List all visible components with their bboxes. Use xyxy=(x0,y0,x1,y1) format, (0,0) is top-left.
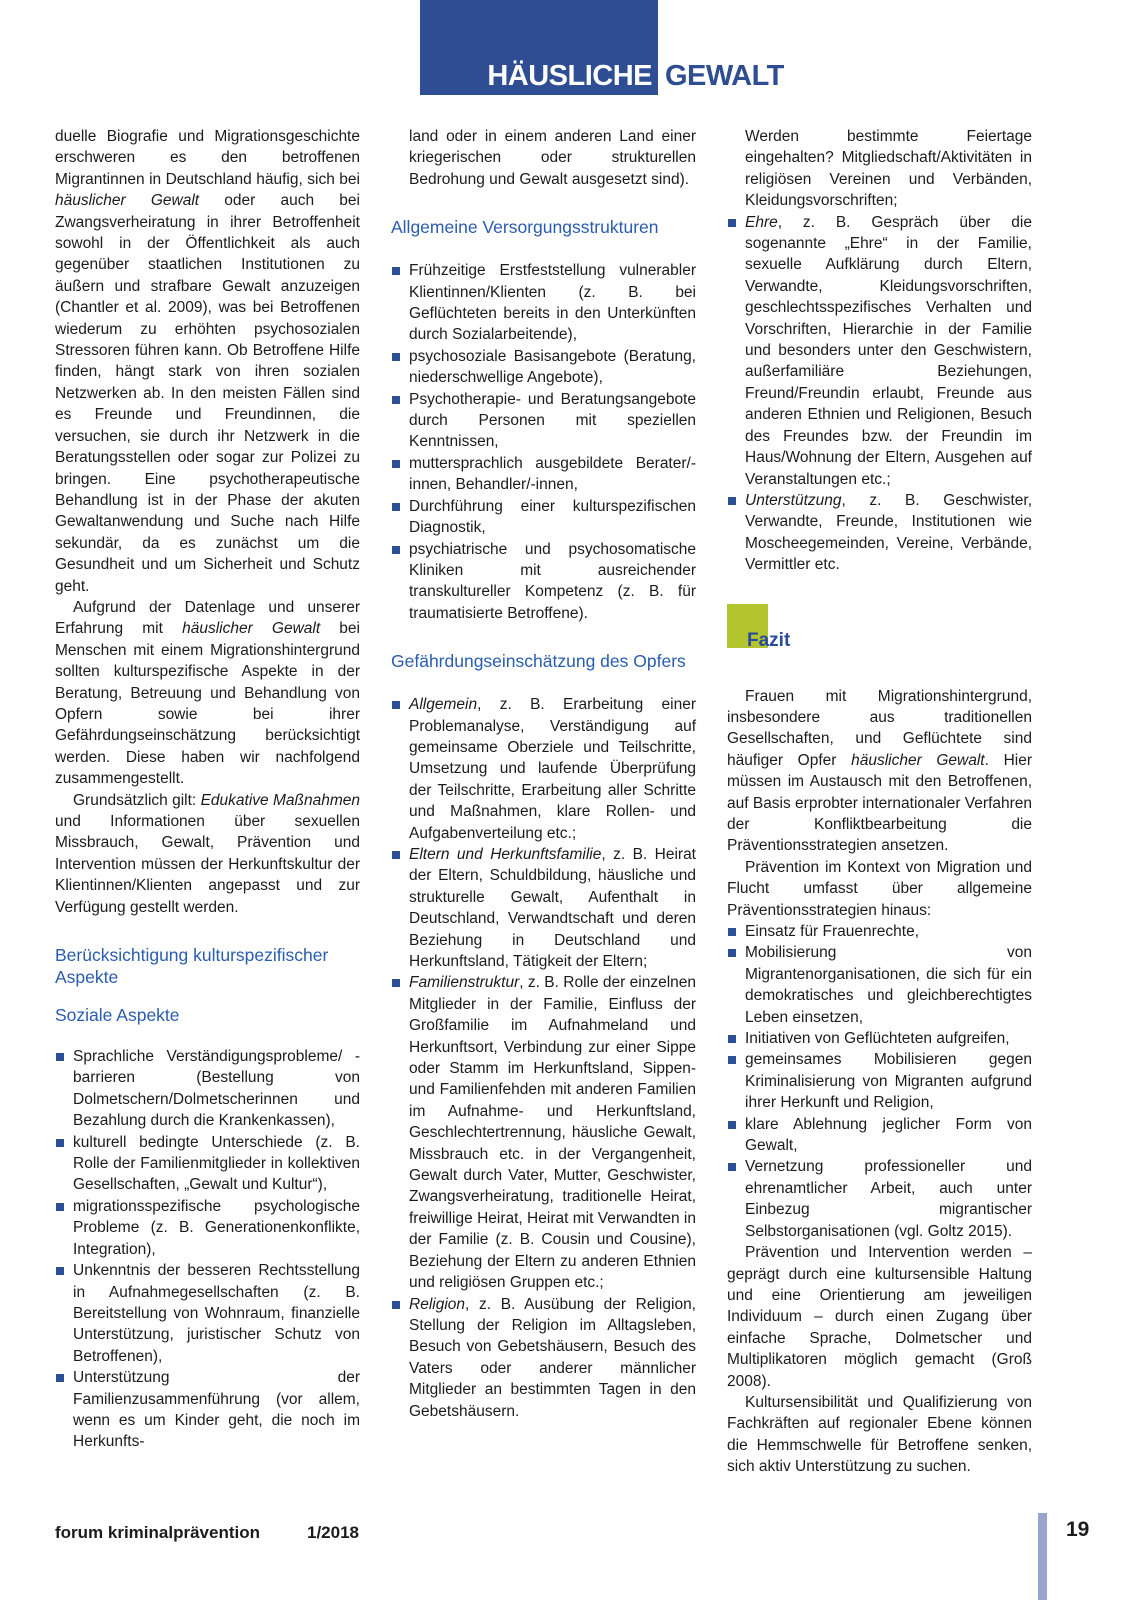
bullet-item xyxy=(727,1049,1032,1113)
bullet-item xyxy=(391,260,696,346)
paragraph xyxy=(55,597,360,790)
bullet-item xyxy=(55,1260,360,1367)
text-segment: Frauen mit Migrationshintergrund, insbesondere aus traditionellen Gesellschaften, und Geflüchtete sind häufiger Opfer xyxy=(727,687,1032,769)
section-heading: Gefährdungseinschätzung des Opfers xyxy=(391,651,686,672)
text-segment: muttersprachlich ausgebildete Berater/-innen, Behandler/-innen, xyxy=(409,454,696,494)
text-column-2 xyxy=(391,126,696,1478)
text-segment: . Hier müssen im Austausch mit den Betroffenen, auf Basis erprobter internationaler Verfahren der Konfliktbearbeitung die Präventionsstrategien ansetzen. xyxy=(727,751,1033,855)
paragraph xyxy=(727,857,1032,921)
bullet-list xyxy=(727,921,1032,1242)
paragraph xyxy=(727,686,1032,857)
section-heading: Soziale Aspekte xyxy=(55,1005,180,1026)
masthead xyxy=(420,0,784,95)
text-segment: Prävention und Intervention werden – geprägt durch eine kultursensible Haltung und eine Orientierung am jeweiligen Individuum – durch einen Zugang über einfache Sprache, Dolmetscher und Multiplikatoren möglich gemacht (Groß 2008). xyxy=(727,1244,1032,1390)
section-heading: Berücksichtigung kulturspezifischer Aspekte xyxy=(55,945,329,988)
emphasized-text: Eltern und Herkunftsfamilie xyxy=(409,845,602,863)
bullet-item xyxy=(391,694,696,844)
section-heading: Allgemeine Versorgungsstrukturen xyxy=(391,217,659,238)
fazit-label: Fazit xyxy=(747,629,791,651)
page-number-bar xyxy=(1038,1513,1047,1600)
text-segment: , z. B. Heirat der Eltern, Schuldbildung, häusliche und strukturelle Gewalt, Aufenthalt in Deutschland, Verwandtschaft und deren Beziehung in Deutschland und Herkunftsland, Tätigkeit der Eltern; xyxy=(409,845,696,970)
emphasized-text: häuslicher Gewalt xyxy=(182,620,321,638)
text-segment: , z. B. Ausübung der Religion, Stellung der Religion im Alltagsleben, Besuch von Gebetshäusern, Besuch des Vaters oder anderer männlicher Mitglieder an bestimmten Tagen in den Gebetshäusern. xyxy=(409,1295,696,1420)
journal-name: forum kriminalprävention xyxy=(55,1523,260,1542)
text-segment: Prävention im Kontext von Migration und Flucht umfasst über allgemeine Präventionsstrategien hinaus: xyxy=(727,858,1032,919)
bullet-item xyxy=(55,1046,360,1132)
issue-number: 1/2018 xyxy=(307,1523,359,1542)
text-segment: Grundsätzlich gilt: xyxy=(73,791,201,809)
emphasized-text: Unterstützung xyxy=(745,491,842,509)
text-segment: Unkenntnis der besseren Rechtsstellung in Aufnahmegesellschaften (z. B. Bereitstellung von Wohnraum, finanzielle Unterstützung, juristischer Schutz von Betroffenen), xyxy=(73,1262,360,1365)
bullet-item xyxy=(391,972,696,1293)
paragraph xyxy=(55,790,360,918)
page-number: 19 xyxy=(1066,1518,1090,1541)
emphasized-text: Religion xyxy=(409,1295,466,1313)
emphasized-text: Edukative Maßnahmen xyxy=(200,791,361,809)
emphasized-text: Allgemein xyxy=(409,696,478,714)
text-segment: , z. B. Erarbeitung einer Problemanalyse, Verständigung auf gemeinsame Oberziele und Teilschritte, Umsetzung und laufende Überprüfung der Teilschritte, Erarbeitung aller Schritte und Maßnahmen, klare Rollen- und Aufgabenverteilung etc.; xyxy=(409,696,696,842)
paragraph xyxy=(55,126,360,597)
text-column-3 xyxy=(727,126,1032,1478)
masthead-blue-box xyxy=(420,0,658,95)
text-segment: Aufgrund der Datenlage und unserer Erfahrung mit xyxy=(55,598,360,638)
bullet-item xyxy=(727,212,1032,490)
bullet-item xyxy=(391,389,696,453)
bullet-item xyxy=(391,453,696,496)
emphasized-text: Familienstruktur xyxy=(409,974,520,992)
text-segment: und Informationen über sexuellen Missbrauch, Gewalt, Prävention und Intervention müssen der Herkunftskultur der Klientinnen/Klienten angepasst und zur Verfügung gestellt werden. xyxy=(55,813,360,916)
bullet-list xyxy=(55,1046,360,1453)
emphasized-text: häuslicher Gewalt xyxy=(851,751,985,769)
text-segment: Unterstützung der Familienzusammenführung (vor allem, wenn es um Kinder geht, die noch im Herkunfts- xyxy=(73,1369,360,1451)
emphasized-text: häuslicher Gewalt xyxy=(55,192,200,210)
bullet-item xyxy=(727,921,1032,942)
text-segment: Kultursensibilität und Qualifizierung von Fachkräften auf regionaler Ebene können die Hemmschwelle für Betroffene senken, sich aktiv Unterstützung zu suchen. xyxy=(727,1393,1032,1476)
text-segment: Frühzeitige Erstfeststellung vulnerabler Klientinnen/Klienten (z. B. bei Geflüchteten bereits in den Unterkünften durch Sozialarbeitende), xyxy=(409,262,696,344)
text-segment: bei Menschen mit einem Migrationshintergrund sollten kulturspezifische Aspekte in der Beratung, Betreuung und Behandlung von Opfern sowie bei ihrer Gefährdungseinschätzung berücksichtigt werden. Diese haben wir nachfolgend zusammengestellt. xyxy=(55,620,360,788)
text-segment: duelle Biografie und Migrationsgeschichte erschweren es den betroffenen Migrantinnen in Deutschland häufig, sich bei xyxy=(55,128,360,188)
bullet-item xyxy=(727,1028,1032,1049)
text-segment: psychiatrische und psychosomatische Kliniken mit ausreichender transkultureller Kompetenz (z. B. für traumatisierte Betroffene). xyxy=(409,540,696,622)
text-segment: , z. B. Gespräch über die sogenannte „Ehre“ in der Familie, sexuelle Aufklärung durch Eltern, Verwandte, Kleidungsvorschriften, geschlechtsspezifisches Verhalten und Vorschriften, Hierarchie in der Familie und besonders unter den Geschwistern, außerfamiliäre Beziehungen, Freund/Freundin erlaubt, Freunde aus anderen Ethnien und Religionen, Besuch des Freundes bzw. der Freundin im Haus/Wohnung der Eltern, Ausgehen auf Veranstaltungen etc.; xyxy=(745,213,1032,488)
text-segment: Sprachliche Verständigungsprobleme/ -barrieren (Bestellung von Dolmetschern/Dolmetscherinnen und Bezahlung durch die Krankenkassen), xyxy=(73,1048,360,1130)
text-column-1 xyxy=(55,126,360,1478)
bullet-item xyxy=(391,844,696,972)
paragraph xyxy=(391,126,696,190)
bullet-list xyxy=(391,694,696,1422)
paragraph xyxy=(727,126,1032,212)
bullet-item xyxy=(727,490,1032,576)
text-segment: kulturell bedingte Unterschiede (z. B. Rolle der Familienmitglieder in kollektiven Gesellschaften, „Gewalt und Kultur“), xyxy=(73,1133,360,1194)
bullet-item xyxy=(391,1294,696,1422)
paragraph xyxy=(727,1242,1032,1392)
text-segment: oder auch bei Zwangsverheiratung in ihrer Betroffenheit sowohl in der Öffentlichkeit als auch gegenüber staatlichen Institutionen zu äußern und strafbare Gewalt anzuzeigen (Chantler et al. 2009), was bei Betroffenen wiederum zu erhöhten psychosozialen Stressoren führen kann. Ob Betroffene Hilfe finden, hängt stark von ihren sozialen Netzwerken ab. In den meisten Fällen sind es Freunde und Freundinnen, die versuchen, sie durch ihr Netzwerk in die Beratungsstellen oder sogar zur Polizei zu bringen. Eine psychotherapeutische Behandlung ist in der Phase der akuten Gewaltanwendung und Suche nach Hilfe sekundär, da es zunächst um die Gesundheit und um Sicherheit und Schutz geht. xyxy=(55,192,360,595)
text-segment: Initiativen von Geflüchteten aufgreifen, xyxy=(745,1030,1010,1048)
bullet-item xyxy=(55,1196,360,1260)
text-segment: klare Ablehnung jeglicher Form von Gewalt, xyxy=(745,1115,1032,1155)
fazit-heading xyxy=(727,604,1032,651)
page-title-part-blue: GEWALT xyxy=(665,60,784,92)
bullet-item xyxy=(727,1156,1032,1242)
emphasized-text: Ehre xyxy=(745,213,778,231)
bullet-list xyxy=(391,260,696,624)
bullet-item xyxy=(391,496,696,539)
page-title-part-white: HÄUSLICHE xyxy=(487,60,652,92)
bullet-item xyxy=(727,1114,1032,1157)
text-segment: Psychotherapie- und Beratungsangebote durch Personen mit speziellen Kenntnissen, xyxy=(409,390,696,451)
text-segment: gemeinsames Mobilisieren gegen Kriminalisierung von Migranten aufgrund ihrer Herkunft und Religion, xyxy=(745,1051,1032,1112)
paragraph xyxy=(727,1392,1032,1478)
bullet-item xyxy=(391,539,696,625)
article-columns xyxy=(55,126,1032,1478)
bullet-item xyxy=(55,1132,360,1196)
text-segment: Vernetzung professioneller und ehrenamtlicher Arbeit, auch unter Einbezug migrantischer Selbstorganisationen (vgl. Goltz 2015). xyxy=(745,1158,1032,1240)
text-segment: , z. B. Geschwister, Verwandte, Freunde, Institutionen wie Moscheegemeinden, Vereine, Verbände, Vermittler etc. xyxy=(745,491,1032,574)
text-segment: Durchführung einer kulturspezifischen Diagnostik, xyxy=(409,497,696,537)
bullet-list xyxy=(727,212,1032,576)
text-segment: land oder in einem anderen Land einer kriegerischen oder strukturellen Bedrohung und Gewalt ausgesetzt sind). xyxy=(409,128,696,188)
text-segment: Einsatz für Frauenrechte, xyxy=(745,923,920,940)
text-segment: psychosoziale Basisangebote (Beratung, niederschwellige Angebote), xyxy=(409,347,696,387)
text-segment: Mobilisierung von Migrantenorganisationen, die sich für ein demokratisches und gleichberechtigtes Leben einsetzen, xyxy=(745,944,1032,1026)
text-segment: , z. B. Rolle der einzelnen Mitglieder in der Familie, Einfluss der Großfamilie im Aufnahmeland und Herkunftsort, Verbindung zur einer Sippe oder Stamm im Herkunftsland, Sippen- und Familienfehden mit anderen Familien im Aufnahme- und Herkunftsland, Geschlechtertrennung, häusliche Gewalt, Missbrauch etc. in der Vergangenheit, Gewalt durch Vater, Mutter, Geschwister, Zwangsverheiratung, traditionelle Heirat, freiwillige Heirat, Heirat mit Verwandten in der Familie (z. B. Cousin und Cousine), Beziehung der Eltern zu anderen Ethnien und religiösen Gruppen etc.; xyxy=(409,974,696,1292)
bullet-item xyxy=(727,942,1032,1028)
bullet-item xyxy=(391,346,696,389)
bullet-item xyxy=(55,1367,360,1453)
text-segment: migrationsspezifische psychologische Probleme (z. B. Generationenkonflikte, Integration), xyxy=(73,1197,360,1258)
text-segment: Werden bestimmte Feiertage eingehalten? Mitgliedschaft/Aktivitäten in religiösen Vereinen und Verbänden, Kleidungsvorschriften; xyxy=(745,128,1032,210)
